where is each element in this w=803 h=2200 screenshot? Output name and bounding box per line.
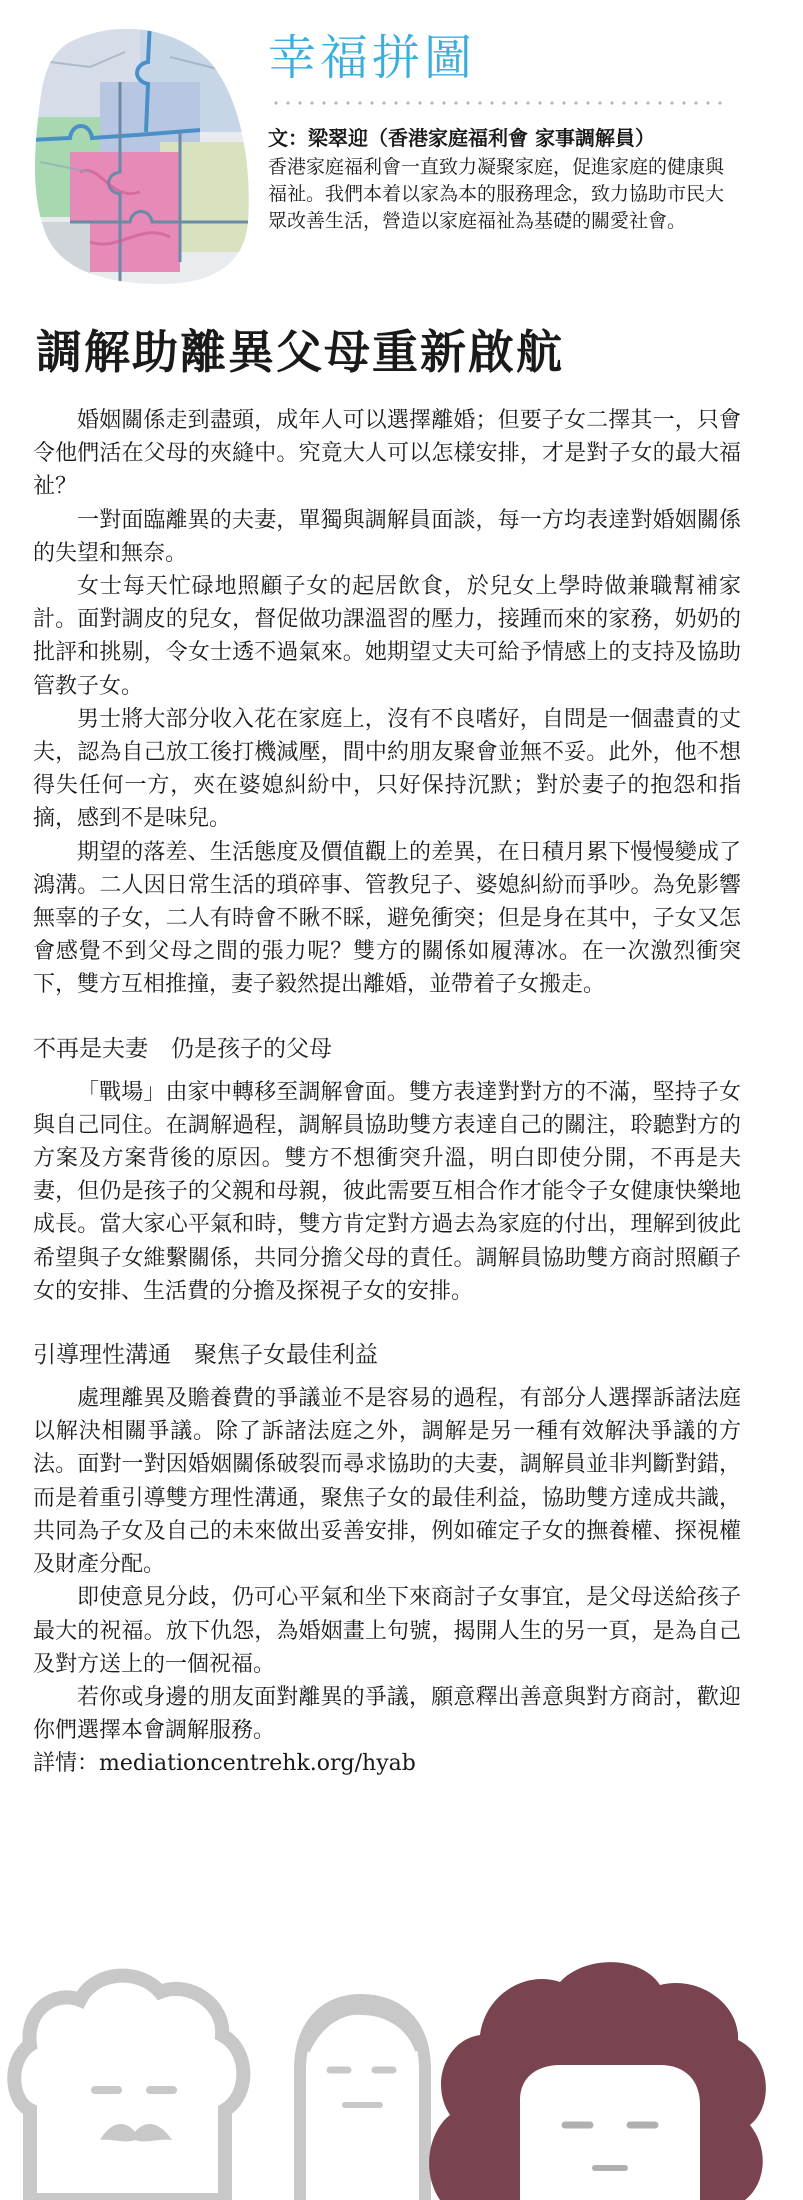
paragraph: 期望的落差、生活態度及價值觀上的差異，在日積月累下慢慢變成了鴻溝。二人因日常生活的瑣碎事、管教兒子、婆媳糾紛而爭吵。為免影響無辜的子女，二人有時會不瞅不睬，避免衝突；但是身在其中，子女又怎會感覺不到父母之間的張力呢？雙方的關係如履薄冰。在一次激烈衝突下，雙方互相推撞，妻子毅然提出離婚，並帶着子女搬走。 <box>33 839 741 998</box>
article-headline: 調解助離異父母重新啟航 <box>36 325 564 379</box>
puzzle-illustration <box>30 22 255 287</box>
father-figure <box>14 1976 243 2200</box>
paragraph: 「戰場」由家中轉移至調解會面。雙方表達對對方的不滿，堅持子女與自己同住。在調解過程，調解員協助雙方表達自己的關注，聆聽對方的方案及方案背後的原因。雙方不想衝突升溫，明白即使分開，不再是夫妻，但仍是孩子的父親和母親，彼此需要互相合作才能令子女健康快樂地成長。當大家心平氣和時，雙方肯定對方過去為家庭的付出，理解到彼此希望與子女維繫關係，共同分擔父母的責任。調解員協助雙方商討照顧子女的安排、生活費的分擔及探視子女的安排。 <box>33 1079 741 1304</box>
author-bio: 香港家庭福利會一直致力凝聚家庭，促進家庭的健康與福祉。我們本着以家為本的服務理念，致力協助市民大眾改善生活，營造以家庭福祉為基礎的關愛社會。 <box>268 156 725 232</box>
author-line: 文：梁翠迎（香港家庭福利會 家事調解員） <box>268 126 655 150</box>
paragraph: 女士每天忙碌地照顧子女的起居飲食，於兒女上學時做兼職幫補家計。面對調皮的兒女，督促做功課溫習的壓力，接踵而來的家務，奶奶的批評和挑剔，令女士透不過氣來。她期望丈夫可給予情感上的支持及協助管教子女。 <box>33 574 741 699</box>
paragraph: 一對面臨離異的夫妻，單獨與調解員面談，每一方均表達對婚姻關係的失望和無奈。 <box>33 507 741 566</box>
article-body <box>33 404 741 1780</box>
family-figures-illustration <box>0 1900 803 2200</box>
paragraph: 若你或身邊的朋友面對離異的爭議，願意釋出善意與對方商討，歡迎你們選擇本會調解服務。 <box>33 1684 741 1744</box>
section-subhead: 引導理性溝通 聚焦子女最佳利益 <box>33 1342 378 1369</box>
paragraph: 婚姻關係走到盡頭，成年人可以選擇離婚；但要子女二擇其一，只會令他們活在父母的夾縫中。究竟大人可以怎樣安排，才是對子女的最大福祉？ <box>33 408 741 500</box>
child-figure <box>300 2000 425 2200</box>
paragraph: 男士將大部分收入花在家庭上，沒有不良嗜好，自問是一個盡責的丈夫，認為自己放工後打機減壓，間中約朋友聚會並無不妥。此外，他不想得失任何一方，夾在婆媳糾紛中，只好保持沉默；對於妻子的抱怨和指摘，感到不是味兒。 <box>33 706 741 832</box>
details-link[interactable]: 詳情：mediationcentrehk.org/hyab <box>33 1751 416 1777</box>
paragraph: 處理離異及贍養費的爭議並不是容易的過程，有部分人選擇訴諸法庭以解決相關爭議。除了訴諸法庭之外，調解是另一種有效解決爭議的方法。面對一對因婚姻關係破裂而尋求協助的夫妻，調解員並非判斷對錯，而是着重引導雙方理性溝通，聚焦子女的最佳利益，協助雙方達成共識，共同為子女及自己的未來做出妥善安排，例如確定子女的撫養權、探視權及財產分配。 <box>33 1386 741 1578</box>
section-subhead: 不再是夫妻 仍是孩子的父母 <box>33 1035 332 1062</box>
paragraph: 即使意見分歧，仍可心平氣和坐下來商討子女事宜，是父母送給孩子最大的祝福。放下仇怨，為婚姻畫上句號，揭開人生的另一頁，是為自己及對方送上的一個祝福。 <box>33 1585 741 1677</box>
dotted-divider <box>270 100 730 106</box>
column-header <box>0 0 803 300</box>
mother-figure <box>429 1962 766 2200</box>
column-title: 幸福拼圖 <box>268 30 477 86</box>
